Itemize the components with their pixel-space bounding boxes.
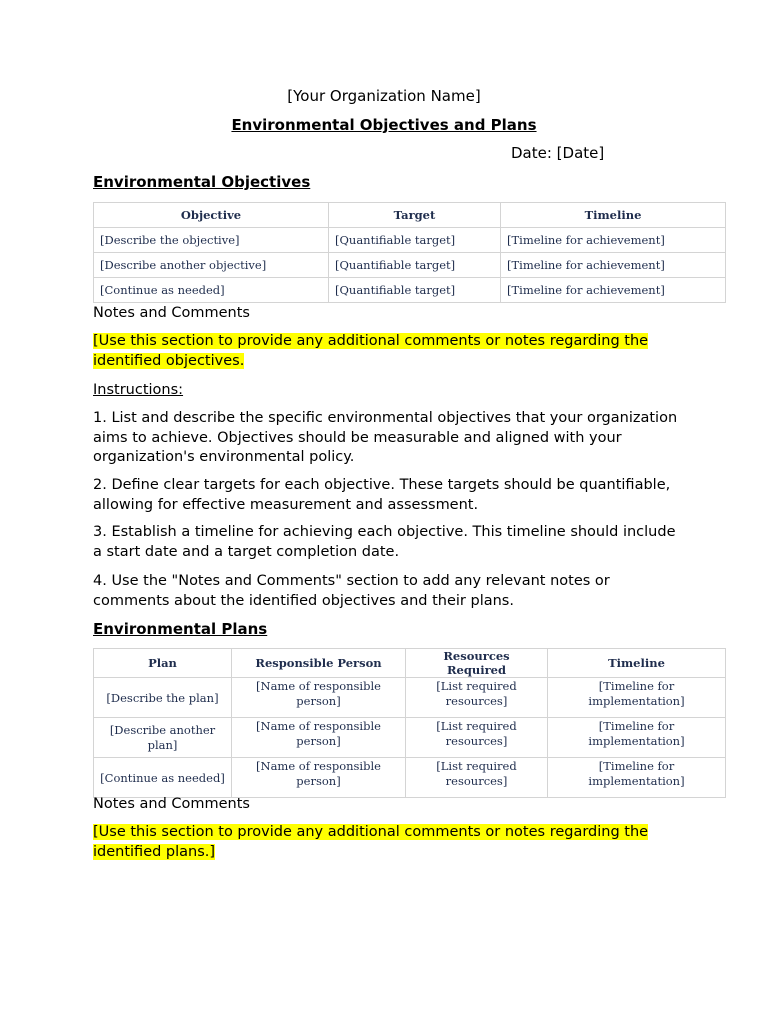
table-cell: [Continue as needed]: [94, 758, 232, 798]
column-header-target: Target: [329, 203, 501, 228]
plans-heading: Environmental Plans: [93, 620, 268, 638]
table-cell: [Timeline for achievement]: [501, 278, 726, 303]
table-header-row: [94, 203, 726, 228]
table-cell: [Timeline for implementation]: [548, 758, 726, 798]
table-cell: [Describe another objective]: [94, 253, 329, 278]
table-cell: [List required resources]: [406, 718, 548, 758]
objectives-table: [93, 202, 726, 303]
table-cell: [Describe the objective]: [94, 228, 329, 253]
date-line: Date: [Date]: [511, 144, 605, 162]
table-cell: [Quantifiable target]: [329, 278, 501, 303]
table-cell: [Name of responsible person]: [232, 718, 406, 758]
objectives-notes-text: [93, 332, 653, 371]
instruction-item-1: 1. List and describe the specific environmental objectives that your organization aims to achieve. Objectives should be measurable and aligned with your organization's environmental policy.: [93, 410, 678, 465]
table-row: [94, 253, 726, 278]
table-cell: [Quantifiable target]: [329, 228, 501, 253]
table-cell: [Timeline for implementation]: [548, 718, 726, 758]
table-row: [94, 758, 726, 798]
column-header-timeline: Timeline: [501, 203, 726, 228]
organization-name: [Your Organization Name]: [287, 87, 481, 105]
table-cell: [Describe the plan]: [94, 678, 232, 718]
instruction-item-2: 2. Define clear targets for each objective. These targets should be quantifiable, allowing for effective measurement and assessment.: [93, 477, 671, 513]
plans-notes-label: Notes and Comments: [93, 796, 250, 812]
table-cell: [Name of responsible person]: [232, 678, 406, 718]
document-title: Environmental Objectives and Plans: [231, 116, 537, 134]
column-header-plan: Plan: [94, 649, 232, 678]
column-header-objective: Objective: [94, 203, 329, 228]
highlighted-note: [Use this section to provide any additional comments or notes regarding the identified objectives.: [93, 333, 649, 369]
table-row: [94, 278, 726, 303]
instruction-item-4: 4. Use the "Notes and Comments" section to add any relevant notes or comments about the identified objectives and their plans.: [93, 573, 610, 609]
column-header-responsible-person: Responsible Person: [232, 649, 406, 678]
instructions-label: Instructions:: [93, 382, 184, 398]
table-cell: [Describe another plan]: [94, 718, 232, 758]
plans-notes-text: [93, 823, 653, 862]
table-row: [94, 678, 726, 718]
table-cell: [Timeline for implementation]: [548, 678, 726, 718]
table-cell: [Timeline for achievement]: [501, 228, 726, 253]
table-cell: [Quantifiable target]: [329, 253, 501, 278]
table-row: [94, 718, 726, 758]
table-cell: [Timeline for achievement]: [501, 253, 726, 278]
column-header-resources-required: Resources Required: [406, 649, 548, 678]
table-header-row: [94, 649, 726, 678]
plans-table: [93, 648, 726, 798]
table-cell: [Name of responsible person]: [232, 758, 406, 798]
objectives-notes-label: Notes and Comments: [93, 305, 250, 321]
table-cell: [List required resources]: [406, 758, 548, 798]
column-header-timeline: Timeline: [548, 649, 726, 678]
objectives-heading: Environmental Objectives: [93, 173, 311, 191]
highlighted-note: [Use this section to provide any additional comments or notes regarding the identified plans.]: [93, 824, 649, 860]
instruction-item-3: 3. Establish a timeline for achieving each objective. This timeline should include a start date and a target completion date.: [93, 524, 676, 560]
table-cell: [List required resources]: [406, 678, 548, 718]
table-cell: [Continue as needed]: [94, 278, 329, 303]
table-row: [94, 228, 726, 253]
